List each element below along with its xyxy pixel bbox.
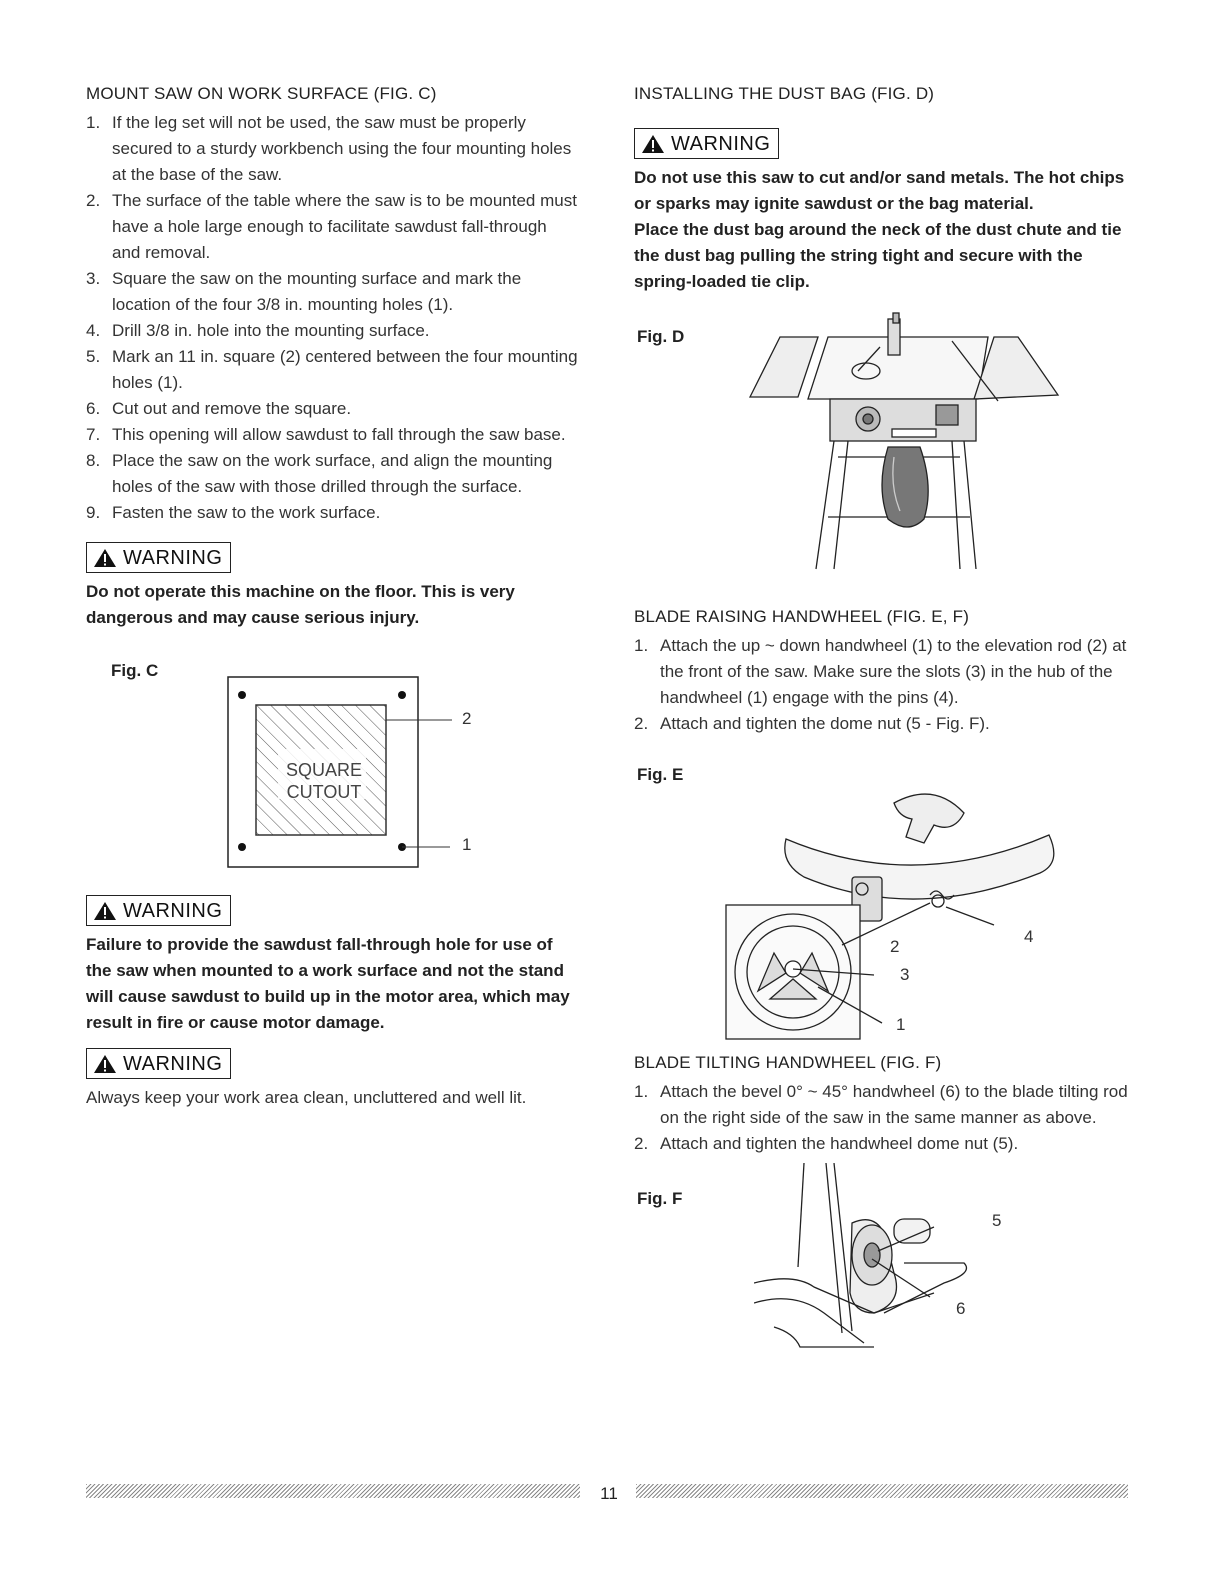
- raise-heading: BLADE RAISING HANDWHEEL (FIG. E, F): [634, 607, 970, 626]
- fig-e-callout-3: 3: [900, 965, 910, 984]
- fig-f: [634, 1163, 1134, 1363]
- warning-triangle-icon: [93, 1054, 117, 1074]
- fig-e-callout-4: 4: [1024, 927, 1034, 946]
- list-item: 6. Cut out and remove the square.: [86, 399, 352, 418]
- mounting-hole: [238, 843, 246, 851]
- list-item: 3. Square the saw on the mounting surface and mark the location of the four 3/8 in. mounting holes (1).: [86, 269, 522, 314]
- warning-label: WARNING: [123, 546, 223, 569]
- page-number: 11: [600, 1484, 618, 1503]
- mounting-hole: [238, 691, 246, 699]
- warning-box-3: [86, 1048, 231, 1079]
- warning-2-text: Failure to provide the sawdust fall-through hole for use of the saw when mounted to a work surface and not the stand will cause sawdust to build up in the motor area, which may result in fire or cause motor damage.: [86, 935, 570, 1032]
- warning-label: WARNING: [671, 132, 771, 155]
- dust-bag-heading: INSTALLING THE DUST BAG (FIG. D): [634, 84, 935, 103]
- fig-e-callout-1: 1: [896, 1015, 906, 1034]
- list-item: 1. Attach the up ~ down handwheel (1) to the elevation rod (2) at the front of the saw. Make sure the slots (3) in the hub of the handwheel (1) engage with the pins (4).: [634, 636, 1127, 707]
- mounting-hole: [398, 691, 406, 699]
- table-saw-illustration: [738, 307, 1068, 577]
- warning-triangle-icon: [641, 134, 665, 154]
- warning-3-text: Always keep your work area clean, uncluttered and well lit.: [86, 1088, 527, 1107]
- warning-box-dust: [634, 128, 779, 159]
- left-column: [86, 84, 578, 1111]
- warning-triangle-icon: [93, 548, 117, 568]
- list-item: 7. This opening will allow sawdust to fall through the saw base.: [86, 425, 566, 444]
- list-item: 2. The surface of the table where the saw is to be mounted must have a hole large enough to facilitate sawdust fall-through and removal.: [86, 191, 577, 262]
- footer-bar-left: [86, 1484, 580, 1498]
- right-column: [634, 84, 1134, 1363]
- fig-c: [86, 645, 578, 885]
- warning-triangle-icon: [93, 901, 117, 921]
- warning-box-1: [86, 542, 231, 573]
- fig-e-label: Fig. E: [637, 765, 684, 784]
- fig-d: [634, 307, 1134, 607]
- fig-d-label: Fig. D: [637, 327, 685, 346]
- raise-steps-list: [634, 633, 1134, 737]
- list-item: 4. Drill 3/8 in. hole into the mounting surface.: [86, 321, 430, 340]
- tilt-steps-list: [634, 1079, 1134, 1157]
- callout-1: 1: [462, 835, 472, 854]
- warning-label: WARNING: [123, 1052, 223, 1075]
- mount-heading: MOUNT SAW ON WORK SURFACE (FIG. C): [86, 84, 437, 103]
- warning-1-text: Do not operate this machine on the floor. This is very dangerous and may cause serious injury.: [86, 582, 515, 627]
- fig-c-label: Fig. C: [111, 661, 159, 680]
- fig-e: [634, 753, 1134, 1053]
- dust-warning-text: Do not use this saw to cut and/or sand metals. The hot chips or sparks may ignite sawdust or the bag material.: [634, 168, 1125, 213]
- fig-f-callout-5: 5: [992, 1211, 1002, 1230]
- fig-f-label: Fig. F: [637, 1189, 683, 1208]
- list-item: 9. Fasten the saw to the work surface.: [86, 503, 381, 522]
- mount-steps-list: [86, 110, 578, 526]
- fig-f-callout-6: 6: [956, 1299, 966, 1318]
- elevation-handwheel-illustration: [694, 773, 1114, 1043]
- tilt-heading: BLADE TILTING HANDWHEEL (FIG. F): [634, 1053, 942, 1072]
- list-item: 2. Attach and tighten the handwheel dome nut (5).: [634, 1134, 1019, 1153]
- warning-label: WARNING: [123, 899, 223, 922]
- list-item: 8. Place the saw on the work surface, and align the mounting holes of the saw with those drilled through the surface.: [86, 451, 553, 496]
- footer-bar-right: [636, 1484, 1128, 1498]
- dust-instructions-text: Place the dust bag around the neck of the dust chute and tie the dust bag pulling the string tight and secure with the spring-loaded tie clip.: [634, 220, 1122, 291]
- warning-box-2: [86, 895, 231, 926]
- callout-2: 2: [462, 709, 472, 728]
- list-item: 1. Attach the bevel 0° ~ 45° handwheel (6) to the blade tilting rod on the right side of the saw in the same manner as above.: [634, 1082, 1128, 1127]
- list-item: 2. Attach and tighten the dome nut (5 - Fig. F).: [634, 714, 990, 733]
- tilt-handwheel-illustration: [754, 1163, 994, 1353]
- list-item: 1. If the leg set will not be used, the saw must be properly secured to a sturdy workbench using the four mounting holes at the base of the saw.: [86, 113, 572, 184]
- fig-e-callout-2: 2: [890, 937, 900, 956]
- square-cutout-text: SQUARE CUTOUT: [285, 760, 363, 802]
- list-item: 5. Mark an 11 in. square (2) centered between the four mounting holes (1).: [86, 347, 578, 392]
